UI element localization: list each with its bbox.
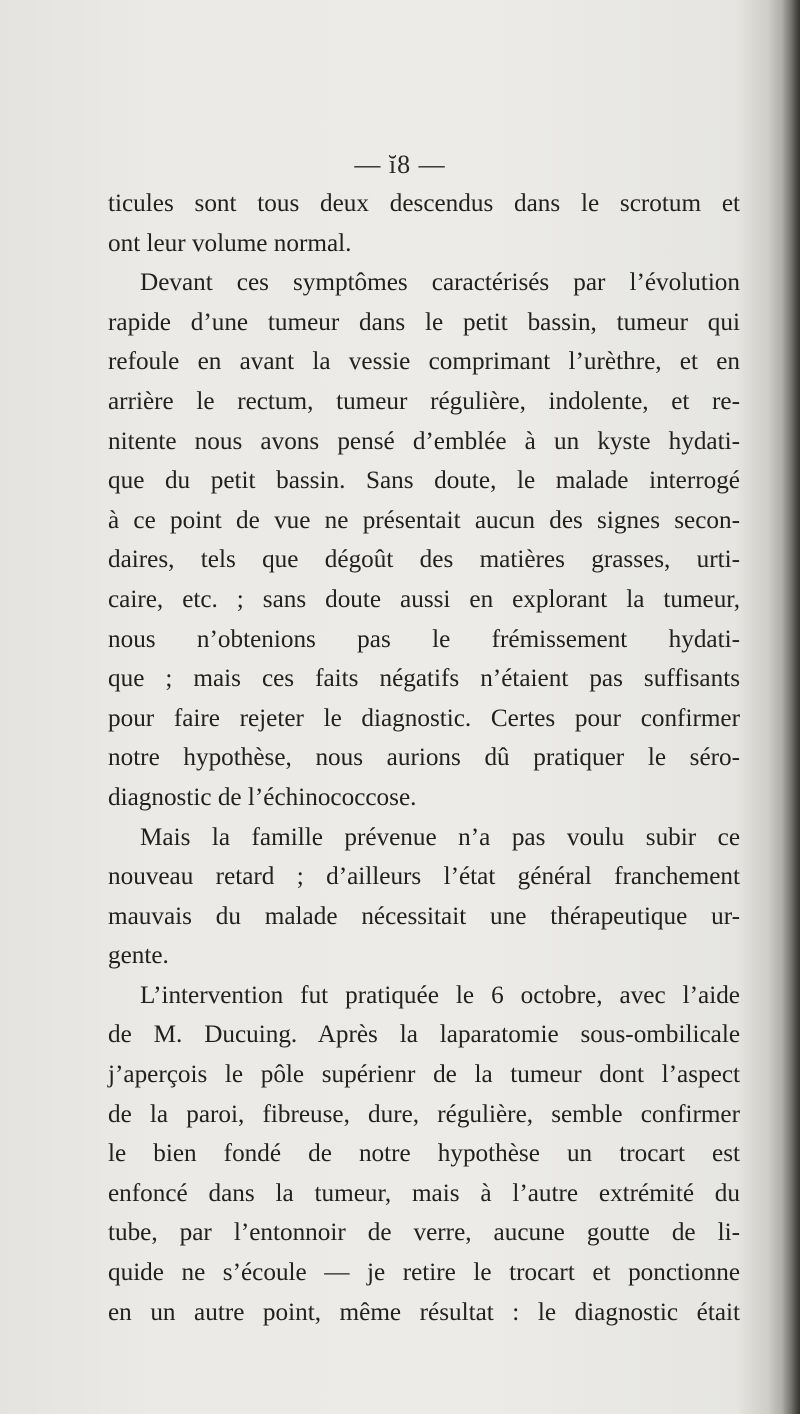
text-line: que ; mais ces faits négatifs n’étaient pas suffisants: [108, 665, 740, 693]
text-line: ont leur volume normal.: [108, 229, 352, 257]
text-line: mauvais du malade nécessitait une thérapeutique ur-: [108, 902, 740, 930]
text-line: à ce point de vue ne présentait aucun des signes secon-: [108, 506, 740, 534]
text-line: de M. Ducuing. Après la laparatomie sous-ombilicale: [108, 1021, 740, 1049]
text-line: gente.: [108, 942, 169, 970]
text-line: j’aperçois le pôle supérienr de la tumeur dont l’aspect: [108, 1061, 740, 1089]
text-line: nous n’obtenions pas le frémissement hydati-: [108, 625, 740, 653]
text-line: rapide d’une tumeur dans le petit bassin, tumeur qui: [108, 308, 740, 336]
text-line: tube, par l’entonnoir de verre, aucune goutte de li-: [108, 1219, 740, 1247]
page-number: — ĭ8 —: [354, 150, 446, 179]
text-line: quide ne s’écoule — je retire le trocart et ponctionne: [108, 1259, 740, 1287]
text-line: daires, tels que dégoût des matières grasses, urti-: [108, 546, 740, 574]
text-line: notre hypothèse, nous aurions dû pratiquer le séro-: [108, 744, 740, 772]
text-line: que du petit bassin. Sans doute, le malade interrogé: [108, 467, 740, 495]
text-line: L’intervention fut pratiquée le 6 octobre, avec l’aide: [140, 981, 740, 1009]
page-edge-shadow: [782, 0, 800, 1414]
text-line: de la paroi, fibreuse, dure, régulière, semble confirmer: [108, 1100, 740, 1128]
text-line: diagnostic de l’échinococcose.: [108, 783, 417, 811]
text-line: caire, etc. ; sans doute aussi en explorant la tumeur,: [108, 585, 740, 613]
text-line: ticules sont tous deux descendus dans le scrotum et: [108, 190, 740, 217]
text-line: enfoncé dans la tumeur, mais à l’autre extrémité du: [108, 1179, 740, 1207]
text-line: arrière le rectum, tumeur régulière, indolente, et re-: [108, 387, 740, 415]
text-line: pour faire rejeter le diagnostic. Certes pour confirmer: [108, 704, 740, 732]
text-line: nouveau retard ; d’ailleurs l’état général franchement: [108, 863, 740, 891]
body-text: [108, 184, 740, 1332]
text-line: en un autre point, même résultat : le diagnostic était: [108, 1298, 740, 1326]
text-line: nitente nous avons pensé d’emblée à un kyste hydati-: [108, 427, 740, 455]
text-line: le bien fondé de notre hypothèse un trocart est: [108, 1140, 740, 1168]
text-line: Mais la famille prévenue n’a pas voulu subir ce: [140, 823, 740, 851]
text-line: refoule en avant la vessie comprimant l’urèthre, et en: [108, 348, 740, 376]
text-line: Devant ces symptômes caractérisés par l’évolution: [140, 269, 740, 297]
